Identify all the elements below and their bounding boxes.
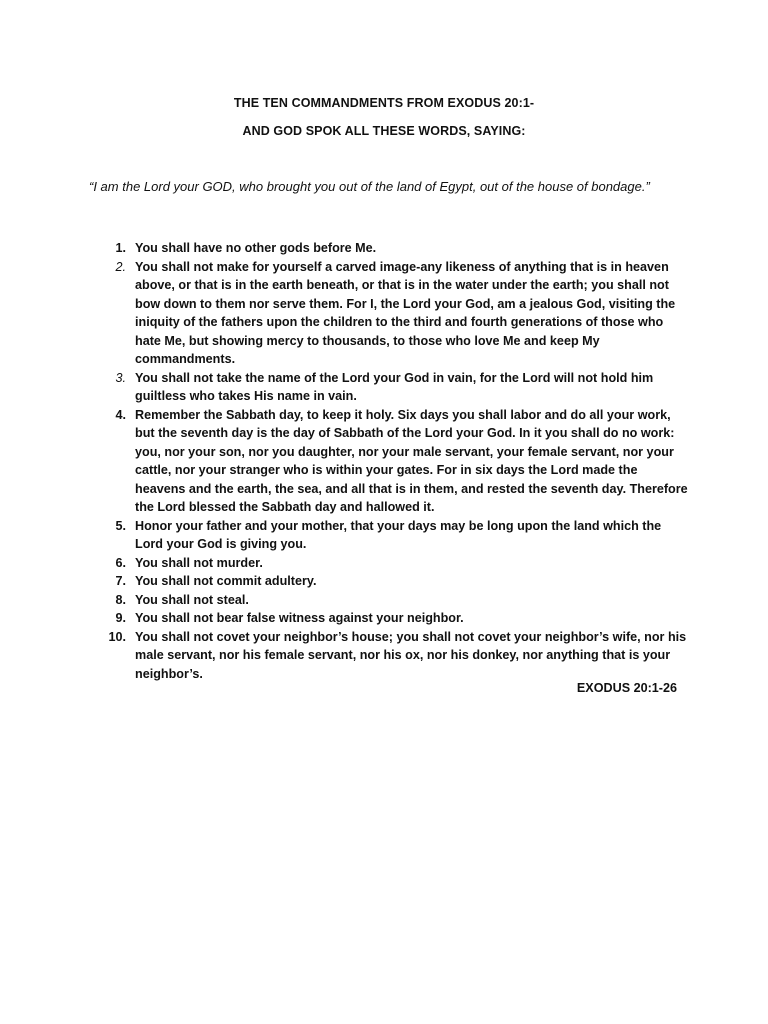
commandment-text: You shall not take the name of the Lord your God in vain, for the Lord will not hold him guiltless who takes His name in vain. <box>135 370 654 403</box>
commandment-text: You shall not make for yourself a carved image-any likeness of anything that is in heaven above, or that is in the earth beneath, or that is in the water under the earth; you shall not bow down to them nor serve them. For I, the Lord your God, am a jealous God, visiting the iniquity of the fathers upon the children to the third and fourth generations of those who hate Me, but showing mercy to thousands, to those who love Me and keep My commandments. <box>135 259 676 366</box>
commandment-item <box>90 258 690 369</box>
commandment-text: You shall not commit adultery. <box>135 574 317 588</box>
commandment-item <box>90 239 690 258</box>
commandment-text: Honor your father and your mother, that your days may be long upon the land which the Lord your God is giving you. <box>135 518 662 551</box>
scripture-reference: EXODUS 20:1-26 <box>576 681 677 695</box>
commandment-item <box>90 554 690 573</box>
opening-quote: “I am the Lord your GOD, who brought you out of the land of Egypt, out of the house of bondage.” <box>89 179 650 194</box>
commandment-number: 2. <box>115 259 126 274</box>
commandment-number: 7. <box>115 574 126 588</box>
document-title-line-2: AND GOD SPOK ALL THESE WORDS, SAYING: <box>242 124 526 138</box>
commandment-number: 8. <box>115 592 126 607</box>
commandment-number: 6. <box>115 555 126 570</box>
commandment-number: 4. <box>115 407 126 422</box>
commandment-item <box>90 591 690 610</box>
commandment-text: You shall not covet your neighbor’s house; you shall not covet your neighbor’s wife, nor his male servant, nor his female servant, nor his ox, nor his donkey, nor anything that is your neighbor’s. <box>135 629 687 681</box>
commandments-list <box>90 239 690 683</box>
commandment-text: You shall not bear false witness against your neighbor. <box>135 611 464 625</box>
commandment-item <box>90 406 690 517</box>
commandment-number: 3. <box>115 370 126 385</box>
document-title-line-1: THE TEN COMMANDMENTS FROM EXODUS 20:1- <box>233 96 535 110</box>
commandment-text: You shall have no other gods before Me. <box>135 241 377 255</box>
commandment-item <box>90 572 690 591</box>
commandment-item <box>90 628 690 684</box>
commandment-item <box>90 369 690 406</box>
commandment-number: 10. <box>108 629 126 644</box>
commandment-number: 5. <box>115 518 126 533</box>
commandment-text: You shall not murder. <box>135 555 263 570</box>
commandment-item <box>90 517 690 554</box>
commandment-text: You shall not steal. <box>135 592 249 607</box>
commandment-number: 9. <box>115 611 126 625</box>
commandment-item <box>90 609 690 628</box>
commandment-text: Remember the Sabbath day, to keep it holy. Six days you shall labor and do all your work, but the seventh day is the day of Sabbath of the Lord your God. In it you shall do no work: you, nor your son, nor you daughter, nor your male servant, your female servant, nor your cattle, nor your stranger who is within your gates. For in six days the Lord made the heavens and the earth, the sea, and all that is in them, and rested the seventh day. Therefore the Lord blessed the Sabbath day and hallowed it. <box>135 407 688 514</box>
commandment-number: 1. <box>115 241 126 255</box>
